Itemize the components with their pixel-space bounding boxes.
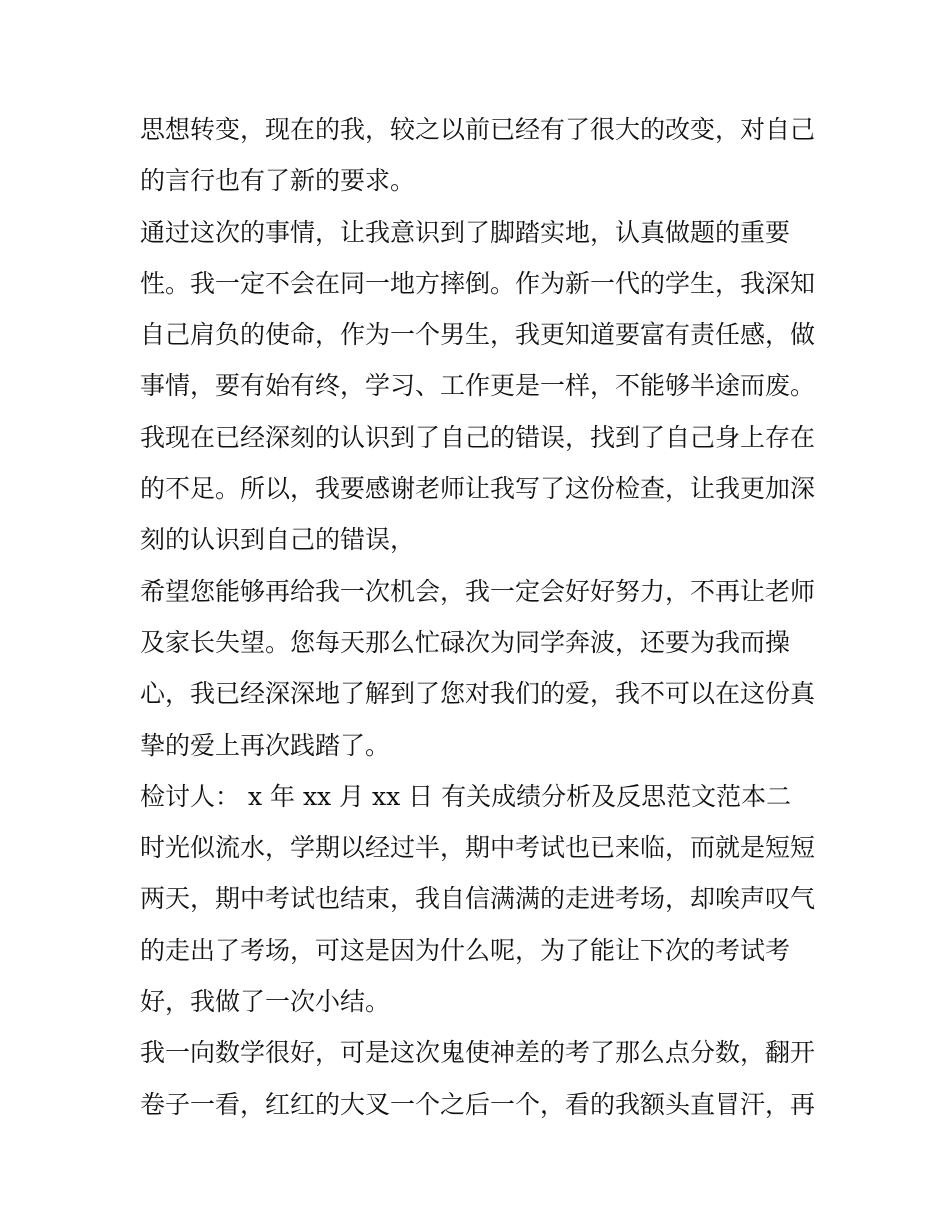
text-line: 希望您能够再给我一次机会，我一定会好好努力，不再让老师 bbox=[140, 576, 816, 606]
text-line: 的不足。所以，我要感谢老师让我写了这份检查，让我更加深 bbox=[140, 474, 816, 504]
text-line: 自己肩负的使命，作为一个男生，我更知道要富有责任感，做 bbox=[140, 320, 816, 350]
signature-line: 检讨人： x 年 xx 月 xx 日 有关成绩分析及反思范文范本二 bbox=[140, 781, 792, 811]
text-line: 的走出了考场，可这是因为什么呢，为了能让下次的考试考 bbox=[140, 935, 791, 965]
document-body bbox=[140, 104, 830, 1130]
text-line: 卷子一看，红红的大叉一个之后一个，看的我额头直冒汗，再 bbox=[140, 1089, 816, 1119]
text-line: 性。我一定不会在同一地方摔倒。作为新一代的学生，我深知 bbox=[140, 268, 816, 298]
text-line: 两天，期中考试也结束，我自信满满的走进考场，却唉声叹气 bbox=[140, 884, 816, 914]
text-line: 我一向数学很好，可是这次鬼使神差的考了那么点分数，翻开 bbox=[140, 1038, 816, 1068]
text-line: 刻的认识到自己的错误， bbox=[140, 525, 416, 555]
text-line: 事情，要有始有终，学习、工作更是一样，不能够半途而废。 bbox=[140, 371, 816, 401]
text-line: 好，我做了一次小结。 bbox=[140, 987, 391, 1017]
text-line: 及家长失望。您每天那么忙碌次为同学奔波，还要为我而操 bbox=[140, 627, 791, 657]
text-line: 通过这次的事情，让我意识到了脚踏实地，认真做题的重要 bbox=[140, 217, 791, 247]
text-line: 思想转变，现在的我，较之以前已经有了很大的改变，对自己 bbox=[140, 115, 816, 144]
text-line: 的言行也有了新的要求。 bbox=[140, 166, 416, 196]
text-line: 时光似流水，学期以经过半，期中考试也已来临，而就是短短 bbox=[140, 833, 816, 863]
text-line: 挚的爱上再次践踏了。 bbox=[140, 730, 391, 760]
text-line: 心，我已经深深地了解到了您对我们的爱，我不可以在这份真 bbox=[140, 679, 816, 709]
text-line: 我现在已经深刻的认识到了自己的错误，找到了自己身上存在 bbox=[140, 422, 816, 452]
